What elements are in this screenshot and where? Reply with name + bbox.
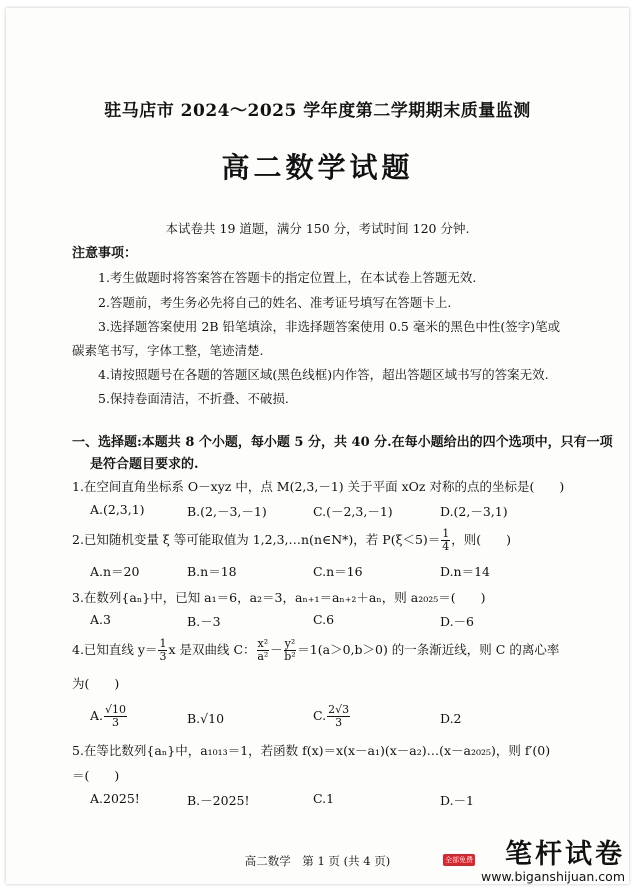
fraction-denominator: 3 xyxy=(159,650,167,663)
fraction-one-quarter xyxy=(441,528,450,553)
question-1-option-c: C.(－2,3,－1) xyxy=(313,504,393,519)
option-a-fraction xyxy=(104,704,127,729)
brand-name: 笔杆试卷 xyxy=(505,839,625,870)
notice-item: 1.考生做题时将答案答在答题卡的指定位置上，在本试卷上答题无效. xyxy=(98,270,477,285)
option-label: C. xyxy=(313,708,327,723)
option-label: A. xyxy=(90,708,104,723)
fraction-numerator: 2√3 xyxy=(328,703,350,716)
question-4-stem xyxy=(72,638,559,663)
page-footer: 高二数学 第 1 页 (共 4 页) xyxy=(244,854,391,868)
question-3-option-d: D.－6 xyxy=(440,614,475,629)
fraction-denominator: 3 xyxy=(112,716,120,729)
question-1-option-b: B.(2,－3,－1) xyxy=(187,504,267,519)
x-squared-fraction xyxy=(257,638,270,663)
question-1-stem: 1.在空间直角坐标系 O－xyz 中，点 M(2,3,－1) 关于平面 xOz 对称的点的坐标是( ) xyxy=(72,479,565,494)
slope-fraction xyxy=(158,638,167,663)
question-4-option-d: D.2 xyxy=(440,711,462,726)
question-3-option-a: A.3 xyxy=(90,612,111,627)
notice-item: 4.请按照题号在各题的答题区域(黑色线框)内作答，超出答题区域书写的答案无效. xyxy=(98,367,549,382)
fraction-denominator: 4 xyxy=(442,540,450,553)
notice-item-continued: 碳素笔书写，字体工整，笔迹清楚. xyxy=(72,343,264,358)
notice-item: 5.保持卷面清洁，不折叠、不破损. xyxy=(98,391,289,406)
question-2-stem-text: 2.已知随机变量 ξ 等可能取值为 1,2,3,…n(n∈N*)，若 P(ξ＜5)＝ xyxy=(72,532,441,547)
question-4-option-c xyxy=(313,704,351,729)
question-4-stem-continued: 为( ) xyxy=(72,676,120,691)
fraction-denominator: b² xyxy=(284,650,296,663)
question-3-option-c: C.6 xyxy=(313,612,335,627)
question-5-option-b: B.－2025! xyxy=(187,793,250,808)
question-2-option-d: D.n＝14 xyxy=(440,564,491,579)
free-badge: 全部免费 xyxy=(445,856,474,864)
notice-title: 注意事项： xyxy=(72,246,138,261)
question-4-option-a xyxy=(90,704,128,729)
question-3-stem: 3.在数列{aₙ}中，已知 a₁＝6，a₂＝3，aₙ₊₁＝aₙ₊₂＋aₙ，则 a₂₀₂₅＝( ) xyxy=(72,590,486,605)
question-5-option-c: C.1 xyxy=(313,791,335,806)
question-5-option-a: A.2025! xyxy=(90,791,140,806)
question-2-option-a: A.n＝20 xyxy=(90,564,140,579)
question-4-stem-end: ＝1(a＞0,b＞0) 的一条渐近线，则 C 的离心率 xyxy=(297,642,560,657)
fraction-numerator: x² xyxy=(257,637,269,650)
question-2-option-b: B.n＝18 xyxy=(187,564,237,579)
question-5-stem-continued: ＝( ) xyxy=(72,768,120,783)
question-3-option-b: B.－3 xyxy=(187,614,221,629)
question-5-option-d: D.－1 xyxy=(440,793,475,808)
exam-header-title: 驻马店市 2024～2025 学年度第二学期期末质量监测 xyxy=(104,101,531,121)
section-heading: 一、选择题:本题共 8 个小题，每小题 5 分，共 40 分.在每小题给出的四个选项中，只有一项 xyxy=(72,435,613,450)
brand-url: www.biganshijuan.com xyxy=(481,869,625,884)
fraction-numerator: 1 xyxy=(442,527,450,540)
question-2-stem-end: ，则( ) xyxy=(451,532,512,547)
exam-intro: 本试卷共 19 道题，满分 150 分，考试时间 120 分钟. xyxy=(165,221,470,236)
question-2-stem xyxy=(72,528,511,553)
y-squared-fraction xyxy=(284,638,297,663)
fraction-denominator: a² xyxy=(257,650,269,663)
fraction-numerator: √10 xyxy=(105,703,127,716)
minus-sign: － xyxy=(270,642,283,657)
brand-watermark xyxy=(445,839,625,884)
question-1-option-d: D.(2,－3,1) xyxy=(440,504,508,519)
question-5-stem: 5.在等比数列{aₙ}中，a₁₀₁₃＝1，若函数 f(x)＝x(x－a₁)(x－a₂)…(x－a₂₀₂₅)，则 f′(0) xyxy=(72,743,551,758)
subject-title: 高二数学试题 xyxy=(221,151,414,184)
question-4-stem-text: x 是双曲线 C： xyxy=(168,642,256,657)
question-4-stem-text: 4.已知直线 y＝ xyxy=(72,642,158,657)
question-4-option-b: B.√10 xyxy=(187,711,225,726)
notice-item: 3.选择题答案使用 2B 铅笔填涂，非选择题答案使用 0.5 毫米的黑色中性(签字)笔或 xyxy=(98,319,561,334)
section-heading-continued: 是符合题目要求的. xyxy=(90,457,199,472)
option-c-fraction xyxy=(327,704,350,729)
question-1-option-a: A.(2,3,1) xyxy=(90,502,145,517)
fraction-numerator: 1 xyxy=(159,637,167,650)
fraction-numerator: y² xyxy=(284,637,296,650)
notice-item: 2.答题前，考生务必先将自己的姓名、准考证号填写在答题卡上. xyxy=(98,295,452,310)
fraction-denominator: 3 xyxy=(335,716,343,729)
question-2-option-c: C.n＝16 xyxy=(313,564,363,579)
